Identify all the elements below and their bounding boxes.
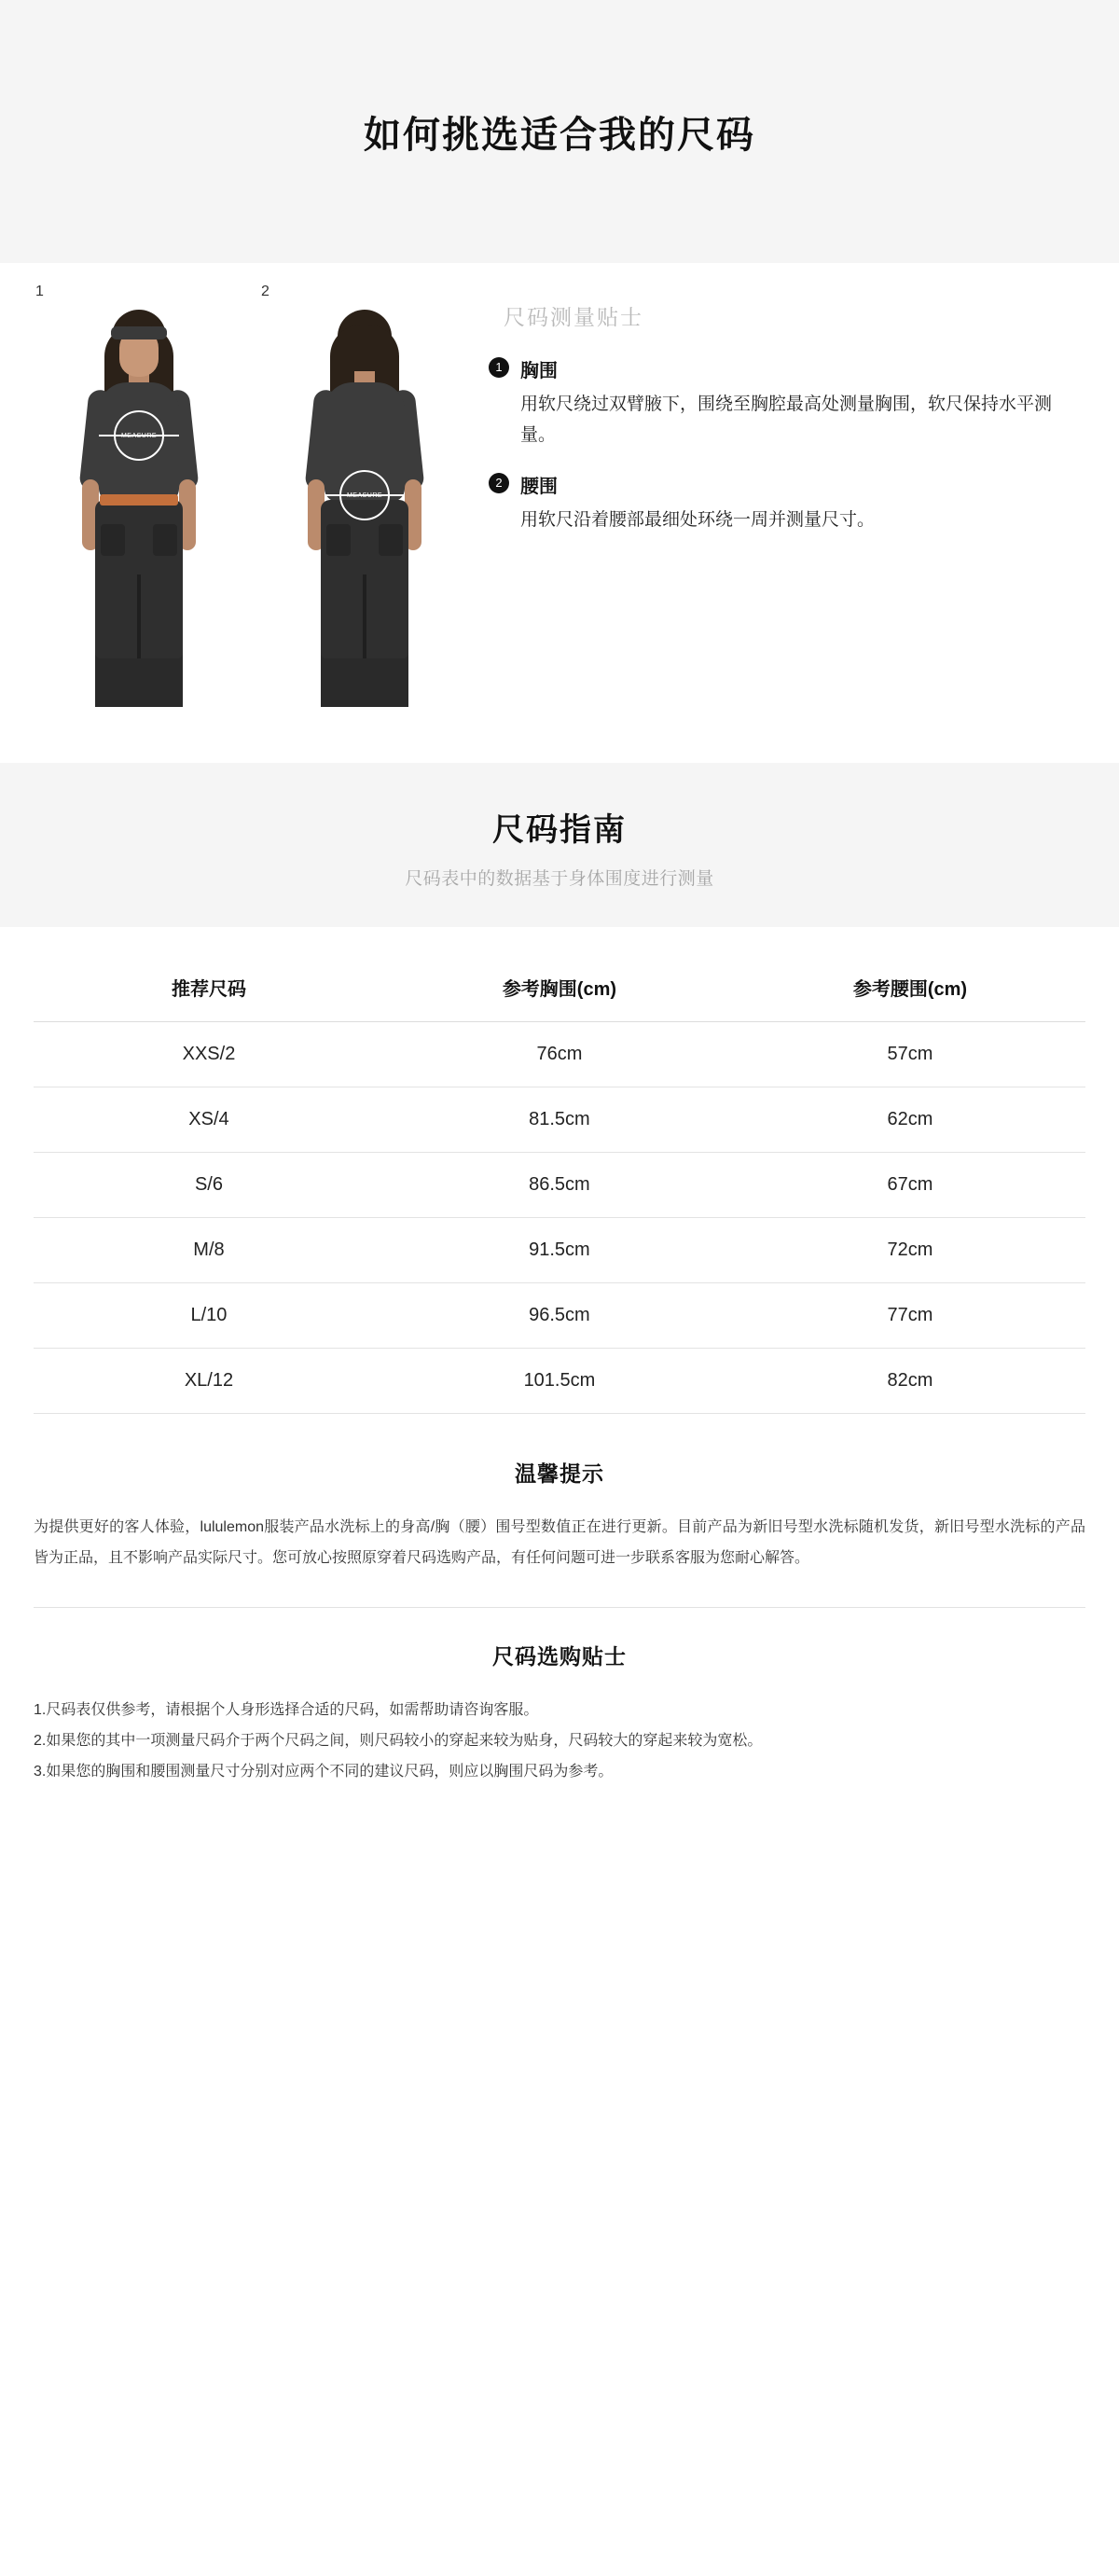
section-divider (34, 1607, 1085, 1608)
measure-tip-waist (489, 471, 1085, 535)
waist-measure-badge: MEASURE (339, 470, 390, 520)
cell-bust: 81.5cm (384, 1087, 735, 1153)
cell-bust: 96.5cm (384, 1283, 735, 1349)
cell-size: XS/4 (34, 1087, 384, 1153)
table-row (34, 1349, 1085, 1414)
model-photo-back (259, 304, 470, 707)
figure-number: 2 (261, 284, 269, 299)
pocket-right-shape (379, 524, 403, 556)
warm-notice-text: 为提供更好的客人体验，lululemon服装产品水洗标上的身高/胸（腰）围号型数值正在进行更新。目前产品为新旧号型水洗标随机发货，新旧号型水洗标的产品皆为正品，且不影响产品实际尺寸。您可放心按照原穿着尺码选购产品，有任何问题可进一步联系客服为您耐心解答。 (34, 1519, 1085, 1566)
measure-tip-label: 胸围 (520, 361, 558, 381)
cell-bust: 86.5cm (384, 1153, 735, 1218)
figure-back (259, 284, 470, 707)
pocket-left-shape (326, 524, 351, 556)
column-header-size: 推荐尺码 (34, 961, 384, 1022)
column-header-bust: 参考胸围(cm) (384, 961, 735, 1022)
legs-shape (321, 651, 408, 707)
cell-waist: 67cm (735, 1153, 1085, 1218)
page-title: 如何挑选适合我的尺码 (364, 114, 755, 156)
model-illustration-back (259, 304, 470, 707)
measure-tip-text: 用软尺绕过双臂腋下，围绕至胸腔最高处测量胸围，软尺保持水平测量。 (520, 395, 1053, 445)
table-header-row (34, 961, 1085, 1022)
measure-tips-title: 尺码测量贴士 (504, 305, 643, 329)
table-row (34, 1022, 1085, 1087)
size-guide-title: 尺码指南 (492, 812, 627, 848)
measure-tip-bust (489, 355, 1085, 450)
step-badge-2: 2 (489, 473, 509, 493)
hero-banner (0, 0, 1119, 263)
pocket-left-shape (101, 524, 125, 556)
cell-waist: 57cm (735, 1022, 1085, 1087)
measure-tip-text: 用软尺沿着腰部最细处环绕一周并测量尺寸。 (520, 510, 876, 530)
size-guide-banner (0, 763, 1119, 927)
cell-waist: 77cm (735, 1283, 1085, 1349)
pants-shape (95, 500, 183, 658)
table-row (34, 1153, 1085, 1218)
cell-waist: 82cm (735, 1349, 1085, 1414)
buying-tips-title: 尺码选购贴士 (492, 1644, 627, 1669)
bust-measure-badge: MEASURE (114, 410, 164, 461)
table-row (34, 1087, 1085, 1153)
list-item: 3.如果您的胸围和腰围测量尺寸分别对应两个不同的建议尺码，则应以胸围尺码为参考。 (34, 1764, 614, 1780)
measure-tip-label: 腰围 (520, 477, 558, 497)
cell-size: M/8 (34, 1218, 384, 1283)
cell-size: XXS/2 (34, 1022, 384, 1087)
headband-icon (111, 326, 167, 339)
column-header-waist: 参考腰围(cm) (735, 961, 1085, 1022)
cell-waist: 62cm (735, 1087, 1085, 1153)
figure-number: 1 (35, 284, 44, 299)
size-table (34, 961, 1085, 1414)
model-photo-front (34, 304, 244, 707)
figure-front (34, 284, 244, 707)
figure-gallery (34, 284, 472, 707)
cell-bust: 76cm (384, 1022, 735, 1087)
belt-shape (100, 494, 178, 506)
cell-bust: 91.5cm (384, 1218, 735, 1283)
measure-tips (489, 287, 1085, 707)
warm-notice-title: 温馨提示 (515, 1461, 604, 1486)
buying-tips-list (34, 1695, 1085, 1787)
pants-shape (321, 500, 408, 658)
cell-bust: 101.5cm (384, 1349, 735, 1414)
notes-section (0, 1414, 1119, 1787)
model-illustration-front (34, 304, 244, 707)
cell-size: L/10 (34, 1283, 384, 1349)
size-guide-subtitle: 尺码表中的数据基于身体围度进行测量 (405, 869, 714, 889)
cell-size: S/6 (34, 1153, 384, 1218)
list-item: 2.如果您的其中一项测量尺码介于两个尺码之间，则尺码较小的穿起来较为贴身，尺码较大的穿起来较为宽松。 (34, 1733, 763, 1749)
list-item: 1.尺码表仅供参考，请根据个人身形选择合适的尺码，如需帮助请咨询客服。 (34, 1702, 539, 1718)
measurement-section (0, 263, 1119, 763)
step-badge-1: 1 (489, 357, 509, 378)
cell-waist: 72cm (735, 1218, 1085, 1283)
table-row (34, 1283, 1085, 1349)
legs-shape (95, 651, 183, 707)
table-row (34, 1218, 1085, 1283)
cell-size: XL/12 (34, 1349, 384, 1414)
size-table-wrapper (0, 927, 1119, 1414)
pocket-right-shape (153, 524, 177, 556)
